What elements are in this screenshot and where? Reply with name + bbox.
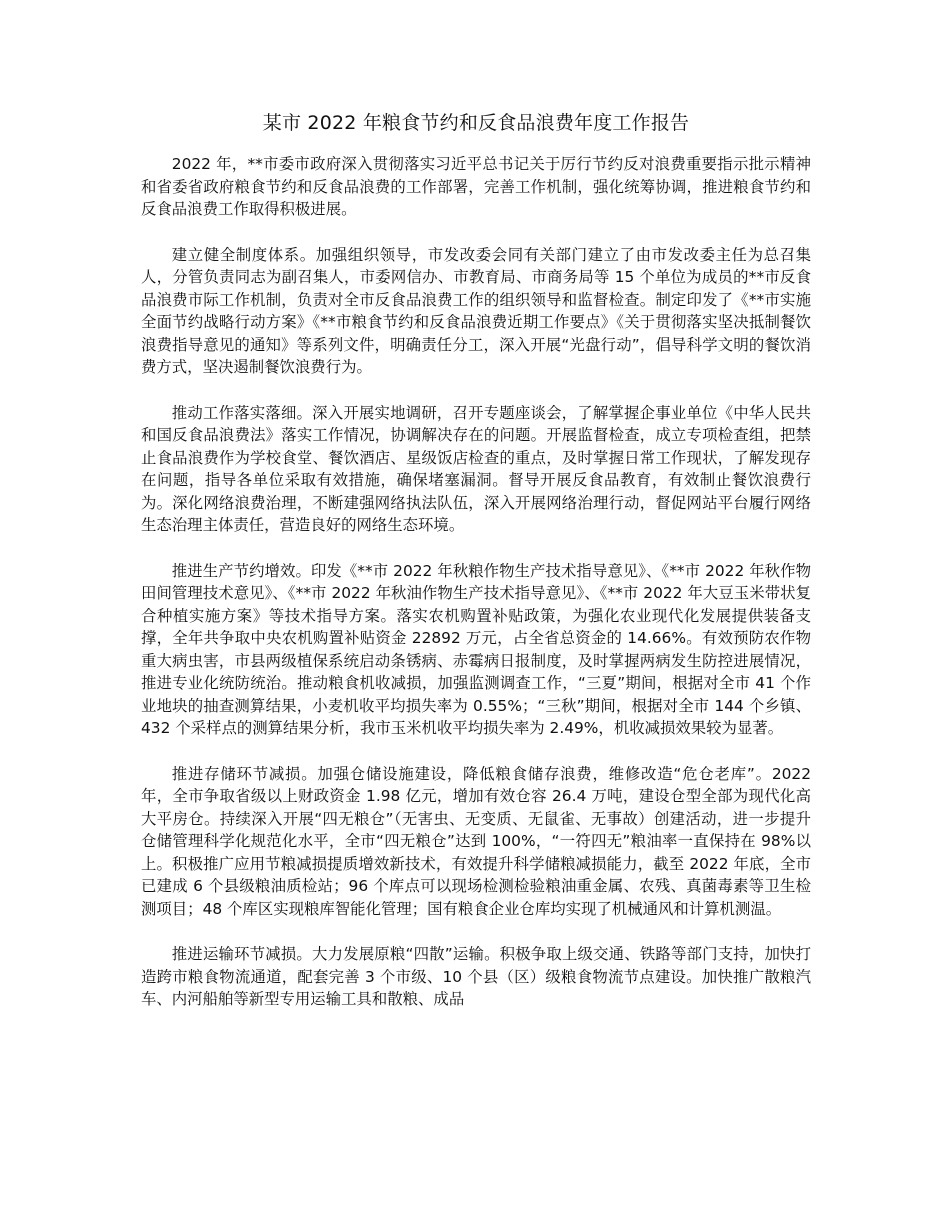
- paragraph-implementation: 推动工作落实落细。深入开展实地调研，召开专题座谈会，了解掌握企事业单位《中华人民共和国反食品浪费法》落实工作情况，协调解决存在的问题。开展监督检查，成立专项检查组，把禁止食品浪费作为学校食堂、餐饮酒店、星级饭店检查的重点，及时掌握日常工作现状，了解发现存在问题，指导各单位采取有效措施，确保堵塞漏洞。督导开展反食品教育，有效制止餐饮浪费行为。深化网络浪费治理，不断建强网络执法队伍，深入开展网络治理行动，督促网站平台履行网络生态治理主体责任，营造良好的网络生态环境。: [141, 403, 811, 534]
- paragraph-intro: 2022 年，**市委市政府深入贯彻落实习近平总书记关于厉行节约反对浪费重要指示批示精神和省委省政府粮食节约和反食品浪费的工作部署，完善工作机制，强化统筹协调，推进粮食节约和反食品浪费工作取得积极进展。: [141, 155, 811, 218]
- paragraph-transport-loss-reduction: 推进运输环节减损。大力发展原粮“四散”运输。积极争取上级交通、铁路等部门支持，加快打造跨市粮食物流通道，配套完善 3 个市级、10 个县（区）级粮食物流节点建设。加快推广散粮汽车、内河船舶等新型专用运输工具和散粮、成品: [141, 945, 811, 1008]
- document-title: 某市 2022 年粮食节约和反食品浪费年度工作报告: [262, 112, 690, 134]
- paragraph-production-saving: 推进生产节约增效。印发《**市 2022 年秋粮作物生产技术指导意见》、《**市 2022 年秋作物田间管理技术意见》、《**市 2022 年秋油作物生产技术指导意见》、《**市 2022 年大豆玉米带状复合种植实施方案》等技术指导方案。落实农机购置补贴政策，为强化农业现代化发展提供装备支撑，全年共争取中央农机购置补贴资金 22892 万元，占全省总资金的 14.66%。有效预防农作物重大病虫害，市县两级植保系统启动条锈病、赤霉病日报制度，及时掌握两病发生防控进展情况，推进专业化统防统治。推动粮食机收减损，加强监测调查工作，“三夏”期间，根据对全市 41 个作业地块的抽查测算结果，小麦机收平均损失率为 0.55%；“三秋”期间，根据对全市 144 个乡镇、432 个采样点的测算结果分析，我市玉米机收平均损失率为 2.49%，机收减损效果较为显著。: [141, 561, 811, 737]
- paragraph-institutional-system: 建立健全制度体系。加强组织领导，市发改委会同有关部门建立了由市发改委主任为总召集人，分管负责同志为副召集人，市委网信办、市教育局、市商务局等 15 个单位为成员的**市反食品浪费市际工作机制，负责对全市反食品浪费工作的组织领导和监督检查。制定印发了《**市实施全面节约战略行动方案》《**市粮食节约和反食品浪费近期工作要点》《关于贯彻落实坚决抵制餐饮浪费指导意见的通知》等系列文件，明确责任分工，深入开展“光盘行动”，倡导科学文明的餐饮消费方式，坚决遏制餐饮浪费行为。: [141, 245, 811, 376]
- document-page: [141, 108, 811, 1034]
- paragraph-storage-loss-reduction: 推进存储环节减损。加强仓储设施建设，降低粮食储存浪费，维修改造“危仓老库”。2022 年，全市争取省级以上财政资金 1.98 亿元，增加有效仓容 26.4 万吨，建设仓型全部为现代化高大平房仓。持续深入开展“四无粮仓”（无害虫、无变质、无鼠雀、无事故）创建活动，进一步提升仓储管理科学化规范化水平，全市“四无粮仓”达到 100%，“一符四无”粮油率一直保持在 98%以上。积极推广应用节粮减损提质增效新技术，有效提升科学储粮减损能力，截至 2022 年底，全市已建成 6 个县级粮油质检站；96 个库点可以现场检测检验粮油重金属、农残、真菌毒素等卫生检测项目；48 个库区实现粮库智能化管理；国有粮食企业仓库均实现了机械通风和计算机测温。: [141, 764, 811, 918]
